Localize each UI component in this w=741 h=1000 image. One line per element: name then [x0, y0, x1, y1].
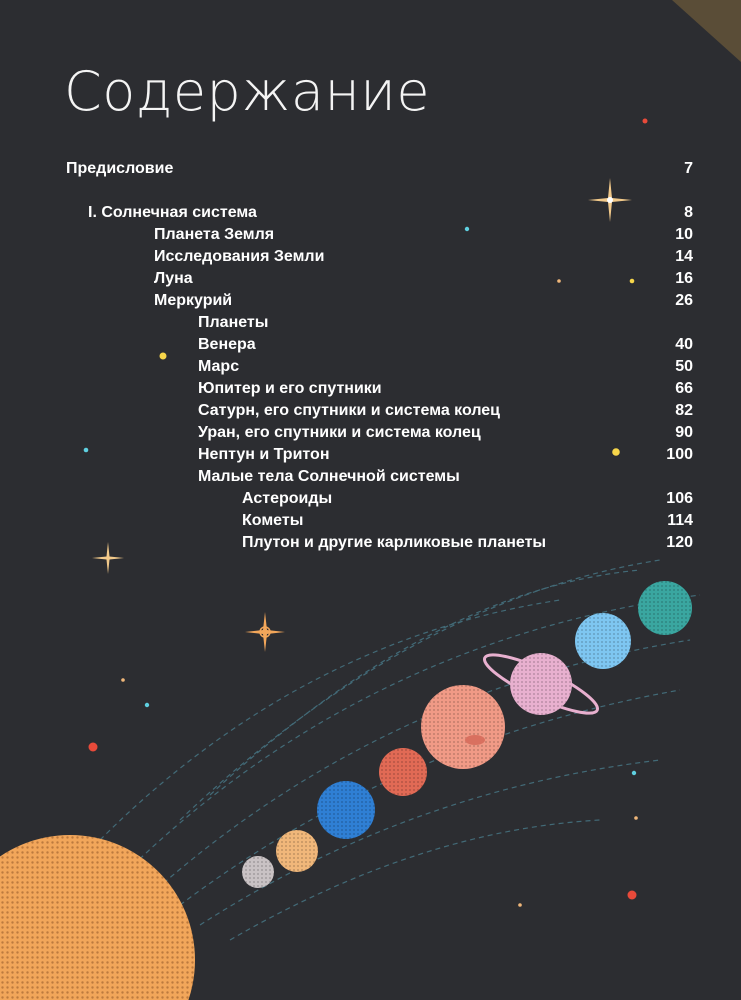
toc-entry-label: Венера — [198, 336, 256, 353]
toc-entry-label: Планеты — [198, 314, 269, 331]
toc-entry-label: Предисловие — [66, 160, 174, 177]
toc-entry-page: 50 — [675, 358, 693, 375]
toc-entry[interactable] — [198, 378, 693, 400]
toc-entry[interactable] — [154, 290, 693, 312]
toc-entry-label: Плутон и другие карликовые планеты — [242, 534, 547, 551]
earth-planet — [317, 781, 375, 839]
toc-entry[interactable] — [242, 488, 693, 510]
toc-entry-page: 90 — [675, 424, 693, 441]
toc-entry[interactable] — [198, 422, 693, 444]
toc-entry-page: 16 — [675, 270, 693, 287]
toc-entry-page: 26 — [675, 292, 693, 309]
toc-entry-page: 100 — [666, 446, 693, 463]
toc-entry-label: Меркурий — [154, 292, 233, 309]
toc-entry-label: Исследования Земли — [154, 248, 325, 265]
toc-entry[interactable] — [154, 268, 693, 290]
toc-entry-page: 120 — [666, 534, 693, 551]
mars-planet — [379, 748, 427, 796]
toc-entry[interactable] — [198, 466, 693, 488]
toc-entry-label: Малые тела Солнечной системы — [198, 468, 460, 485]
toc-entry-label: Планета Земля — [154, 226, 275, 243]
toc-entry-label: Астероиды — [242, 490, 333, 507]
toc-entry-page: 40 — [675, 336, 693, 353]
mercury-planet — [242, 856, 274, 888]
toc-entry-page: 14 — [675, 248, 693, 265]
toc-entry-page: 66 — [675, 380, 693, 397]
toc-entry-label: Сатурн, его спутники и система колец — [198, 402, 501, 419]
toc-entry[interactable] — [198, 444, 693, 466]
toc-entry-label: Нептун и Тритон — [198, 446, 330, 463]
toc-entry-label: Юпитер и его спутники — [198, 380, 382, 397]
toc-entry-label: Кометы — [242, 512, 304, 529]
sun — [0, 835, 195, 1000]
toc-entry[interactable] — [198, 400, 693, 422]
toc-entry-label: Луна — [154, 270, 193, 287]
toc-entry-label: Марс — [198, 358, 240, 375]
toc-entry[interactable] — [154, 224, 693, 246]
toc-entry-page: 82 — [675, 402, 693, 419]
corner-shadow — [672, 0, 741, 62]
toc-entry[interactable] — [154, 246, 693, 268]
toc-entry[interactable] — [198, 334, 693, 356]
toc-entry[interactable] — [88, 202, 693, 224]
toc-entry-page: 7 — [684, 160, 693, 177]
jupiter-planet — [421, 685, 505, 769]
toc-entry[interactable] — [66, 158, 693, 180]
toc-entry-page: 106 — [666, 490, 693, 507]
toc-entry-label: I. Солнечная система — [88, 204, 257, 221]
neptune-planet — [638, 581, 692, 635]
uranus-planet — [575, 613, 631, 669]
toc-entry[interactable] — [242, 532, 693, 554]
toc-entry-page: 10 — [675, 226, 693, 243]
toc-entry[interactable] — [198, 312, 693, 334]
venus-planet — [276, 830, 318, 872]
toc-entry-page: 8 — [684, 204, 693, 221]
toc-entry[interactable] — [198, 356, 693, 378]
toc-entry-page: 114 — [667, 512, 693, 529]
toc-entry[interactable] — [242, 510, 693, 532]
toc-entry-label: Уран, его спутники и система колец — [198, 424, 481, 441]
page-title: Содержание — [64, 60, 431, 123]
